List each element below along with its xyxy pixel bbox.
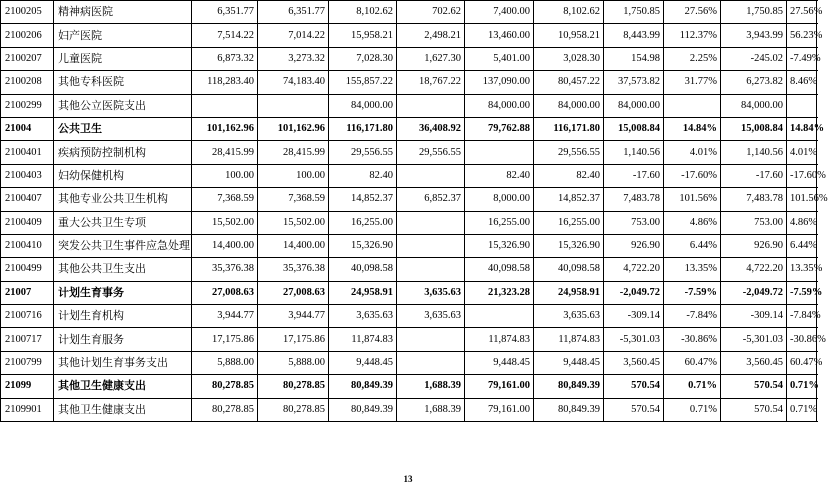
row-code-cell: 21004 (1, 117, 54, 140)
value-cell: 9,448.45 (534, 351, 604, 374)
value-cell: 3,635.63 (397, 305, 465, 328)
value-cell: 17,175.86 (192, 328, 258, 351)
value-cell: 3,944.77 (192, 305, 258, 328)
value-cell: 15,326.90 (465, 234, 534, 257)
value-cell (397, 211, 465, 234)
value-cell: -7.84% (787, 305, 817, 328)
value-cell: 1,140.56 (721, 141, 787, 164)
value-cell: 79,762.88 (465, 117, 534, 140)
row-name-cell: 其他公立医院支出 (54, 94, 192, 117)
value-cell: 7,483.78 (604, 188, 664, 211)
value-cell: 21,323.28 (465, 281, 534, 304)
value-cell: 6,273.82 (721, 71, 787, 94)
value-cell: 84,000.00 (465, 94, 534, 117)
row-code-cell: 2100407 (1, 188, 54, 211)
row-name-cell: 其他计划生育事务支出 (54, 351, 192, 374)
row-code-cell: 2100799 (1, 351, 54, 374)
value-cell: 60.47% (787, 351, 817, 374)
value-cell: 154.98 (604, 47, 664, 70)
value-cell: -245.02 (721, 47, 787, 70)
value-cell: 40,098.58 (534, 258, 604, 281)
table-row (1, 71, 817, 94)
value-cell: 82.40 (465, 164, 534, 187)
value-cell: 4.86% (664, 211, 721, 234)
row-code-cell: 2100207 (1, 47, 54, 70)
value-cell: 13.35% (664, 258, 721, 281)
row-name-cell: 计划生育机构 (54, 305, 192, 328)
value-cell: 6.44% (664, 234, 721, 257)
row-name-cell: 其他专业公共卫生机构 (54, 188, 192, 211)
value-cell: 82.40 (329, 164, 397, 187)
value-cell: -7.59% (787, 281, 817, 304)
value-cell: 16,255.00 (465, 211, 534, 234)
value-cell: 753.00 (721, 211, 787, 234)
value-cell: 14,400.00 (258, 234, 329, 257)
value-cell: 80,849.39 (329, 398, 397, 421)
value-cell: 3,560.45 (604, 351, 664, 374)
value-cell: 8,102.62 (329, 1, 397, 24)
row-name-cell: 突发公共卫生事件应急处理 (54, 234, 192, 257)
table-row (1, 351, 817, 374)
value-cell: 14,400.00 (192, 234, 258, 257)
value-cell: 14,852.37 (329, 188, 397, 211)
value-cell: 16,255.00 (534, 211, 604, 234)
table-row (1, 234, 817, 257)
value-cell: 7,483.78 (721, 188, 787, 211)
value-cell: 80,849.39 (534, 398, 604, 421)
value-cell: -7.84% (664, 305, 721, 328)
value-cell: 84,000.00 (534, 94, 604, 117)
table-row (1, 94, 817, 117)
value-cell: 7,014.22 (258, 24, 329, 47)
value-cell: 80,278.85 (192, 375, 258, 398)
value-cell: 3,943.99 (721, 24, 787, 47)
value-cell (397, 328, 465, 351)
value-cell: 3,635.63 (329, 305, 397, 328)
value-cell: 702.62 (397, 1, 465, 24)
value-cell: 84,000.00 (721, 94, 787, 117)
value-cell: 8.46% (787, 71, 817, 94)
value-cell: 35,376.38 (192, 258, 258, 281)
value-cell: 17,175.86 (258, 328, 329, 351)
value-cell: 4.86% (787, 211, 817, 234)
table-row (1, 305, 817, 328)
value-cell: 100.00 (192, 164, 258, 187)
row-name-cell: 妇产医院 (54, 24, 192, 47)
value-cell: 27.56% (787, 1, 817, 24)
value-cell: 24,958.91 (329, 281, 397, 304)
value-cell: 24,958.91 (534, 281, 604, 304)
value-cell: 101.56% (787, 188, 817, 211)
value-cell: 9,448.45 (329, 351, 397, 374)
value-cell: 13.35% (787, 258, 817, 281)
value-cell (787, 94, 817, 117)
value-cell: 18,767.22 (397, 71, 465, 94)
value-cell: 15,502.00 (258, 211, 329, 234)
value-cell: 15,008.84 (721, 117, 787, 140)
row-code-cell: 2100499 (1, 258, 54, 281)
value-cell: 11,874.83 (465, 328, 534, 351)
value-cell (465, 305, 534, 328)
value-cell: 35,376.38 (258, 258, 329, 281)
value-cell: 4.01% (787, 141, 817, 164)
value-cell (465, 141, 534, 164)
value-cell: 6,873.32 (192, 47, 258, 70)
table-row (1, 188, 817, 211)
row-name-cell: 妇幼保健机构 (54, 164, 192, 187)
value-cell: 0.71% (787, 375, 817, 398)
value-cell: 82.40 (534, 164, 604, 187)
value-cell: 74,183.40 (258, 71, 329, 94)
value-cell: 6,351.77 (192, 1, 258, 24)
value-cell: -309.14 (604, 305, 664, 328)
value-cell: 27,008.63 (258, 281, 329, 304)
value-cell: 16,255.00 (329, 211, 397, 234)
value-cell: 1,750.85 (604, 1, 664, 24)
row-name-cell: 疾病预防控制机构 (54, 141, 192, 164)
table-body (1, 1, 828, 422)
value-cell: -2,049.72 (604, 281, 664, 304)
value-cell: 570.54 (604, 375, 664, 398)
value-cell: 2,498.21 (397, 24, 465, 47)
value-cell: -17.60 (721, 164, 787, 187)
value-cell: 80,457.22 (534, 71, 604, 94)
value-cell: 80,278.85 (258, 398, 329, 421)
value-cell: 40,098.58 (465, 258, 534, 281)
row-code-cell: 2100206 (1, 24, 54, 47)
value-cell: 3,635.63 (534, 305, 604, 328)
value-cell: 112.37% (664, 24, 721, 47)
value-cell: 3,028.30 (534, 47, 604, 70)
value-cell: 101,162.96 (192, 117, 258, 140)
row-code-cell: 2100403 (1, 164, 54, 187)
row-code-cell: 2100409 (1, 211, 54, 234)
table-row (1, 24, 817, 47)
row-code-cell: 2100205 (1, 1, 54, 24)
row-name-cell: 精神病医院 (54, 1, 192, 24)
value-cell (192, 94, 258, 117)
value-cell: 1,627.30 (397, 47, 465, 70)
value-cell: -7.59% (664, 281, 721, 304)
value-cell (397, 234, 465, 257)
value-cell: 79,161.00 (465, 375, 534, 398)
row-code-cell: 2100208 (1, 71, 54, 94)
row-name-cell: 其他卫生健康支出 (54, 398, 192, 421)
value-cell: 8,000.00 (465, 188, 534, 211)
value-cell: 1,140.56 (604, 141, 664, 164)
value-cell: 27.56% (664, 1, 721, 24)
value-cell: 753.00 (604, 211, 664, 234)
value-cell: 14.84% (664, 117, 721, 140)
row-name-cell: 公共卫生 (54, 117, 192, 140)
row-code-cell: 2100401 (1, 141, 54, 164)
row-code-cell: 2100716 (1, 305, 54, 328)
value-cell: 4,722.20 (604, 258, 664, 281)
value-cell: 14.84% (787, 117, 817, 140)
value-cell: 79,161.00 (465, 398, 534, 421)
table-row (1, 398, 817, 421)
row-code-cell: 2100299 (1, 94, 54, 117)
table-row (1, 375, 817, 398)
table-row (1, 1, 817, 24)
table-row (1, 117, 817, 140)
value-cell: 5,888.00 (258, 351, 329, 374)
row-name-cell: 儿童医院 (54, 47, 192, 70)
value-cell: 5,401.00 (465, 47, 534, 70)
table-row (1, 141, 817, 164)
value-cell (664, 94, 721, 117)
value-cell: 116,171.80 (329, 117, 397, 140)
value-cell: 926.90 (604, 234, 664, 257)
value-cell: 84,000.00 (329, 94, 397, 117)
value-cell: 570.54 (721, 375, 787, 398)
table-row (1, 164, 817, 187)
value-cell: 1,688.39 (397, 375, 465, 398)
table-row (1, 281, 817, 304)
value-cell: 137,090.00 (465, 71, 534, 94)
value-cell: 56.23% (787, 24, 817, 47)
value-cell: 80,278.85 (192, 398, 258, 421)
row-code-cell: 2100410 (1, 234, 54, 257)
row-code-cell: 21099 (1, 375, 54, 398)
value-cell: 7,368.59 (192, 188, 258, 211)
value-cell: 15,326.90 (534, 234, 604, 257)
value-cell: -17.60 (604, 164, 664, 187)
value-cell: 31.77% (664, 71, 721, 94)
value-cell: 1,750.85 (721, 1, 787, 24)
value-cell: 3,273.32 (258, 47, 329, 70)
value-cell: 100.00 (258, 164, 329, 187)
value-cell: 0.71% (664, 375, 721, 398)
value-cell: 84,000.00 (604, 94, 664, 117)
value-cell: 926.90 (721, 234, 787, 257)
table-row (1, 47, 817, 70)
page-number: 13 (403, 474, 413, 484)
value-cell: 36,408.92 (397, 117, 465, 140)
value-cell: 6.44% (787, 234, 817, 257)
value-cell: -7.49% (787, 47, 817, 70)
value-cell (258, 94, 329, 117)
row-name-cell: 计划生育事务 (54, 281, 192, 304)
value-cell: 28,415.99 (258, 141, 329, 164)
value-cell: 15,326.90 (329, 234, 397, 257)
value-cell: 7,514.22 (192, 24, 258, 47)
value-cell: 4.01% (664, 141, 721, 164)
value-cell: 155,857.22 (329, 71, 397, 94)
row-name-cell: 其他卫生健康支出 (54, 375, 192, 398)
value-cell: 10,958.21 (534, 24, 604, 47)
value-cell: 7,368.59 (258, 188, 329, 211)
value-cell: 3,560.45 (721, 351, 787, 374)
value-cell: -2,049.72 (721, 281, 787, 304)
value-cell: 29,556.55 (397, 141, 465, 164)
value-cell: -17.60% (787, 164, 817, 187)
value-cell: 6,852.37 (397, 188, 465, 211)
value-cell: 80,849.39 (534, 375, 604, 398)
value-cell: 570.54 (604, 398, 664, 421)
row-code-cell: 2109901 (1, 398, 54, 421)
value-cell: 2.25% (664, 47, 721, 70)
value-cell: 13,460.00 (465, 24, 534, 47)
row-name-cell: 其他专科医院 (54, 71, 192, 94)
value-cell: 1,688.39 (397, 398, 465, 421)
table-row (1, 258, 817, 281)
value-cell: 9,448.45 (465, 351, 534, 374)
value-cell: 14,852.37 (534, 188, 604, 211)
value-cell: 80,849.39 (329, 375, 397, 398)
value-cell: 29,556.55 (329, 141, 397, 164)
value-cell: 8,102.62 (534, 1, 604, 24)
value-cell: 27,008.63 (192, 281, 258, 304)
value-cell: 6,351.77 (258, 1, 329, 24)
value-cell: -30.86% (787, 328, 817, 351)
value-cell: 40,098.58 (329, 258, 397, 281)
value-cell: 37,573.82 (604, 71, 664, 94)
value-cell: 29,556.55 (534, 141, 604, 164)
value-cell: 7,028.30 (329, 47, 397, 70)
value-cell: 80,278.85 (258, 375, 329, 398)
value-cell: -17.60% (664, 164, 721, 187)
value-cell (397, 94, 465, 117)
value-cell: 28,415.99 (192, 141, 258, 164)
value-cell: 3,944.77 (258, 305, 329, 328)
value-cell: 11,874.83 (329, 328, 397, 351)
value-cell: 0.71% (787, 398, 817, 421)
value-cell: 4,722.20 (721, 258, 787, 281)
row-code-cell: 2100717 (1, 328, 54, 351)
value-cell: 8,443.99 (604, 24, 664, 47)
row-name-cell: 其他公共卫生支出 (54, 258, 192, 281)
value-cell: 3,635.63 (397, 281, 465, 304)
value-cell: 118,283.40 (192, 71, 258, 94)
value-cell: 60.47% (664, 351, 721, 374)
value-cell: 15,958.21 (329, 24, 397, 47)
value-cell: -30.86% (664, 328, 721, 351)
value-cell: 116,171.80 (534, 117, 604, 140)
value-cell: 101,162.96 (258, 117, 329, 140)
value-cell (397, 164, 465, 187)
value-cell (397, 258, 465, 281)
value-cell: 570.54 (721, 398, 787, 421)
value-cell (397, 351, 465, 374)
value-cell: 15,502.00 (192, 211, 258, 234)
value-cell: 101.56% (664, 188, 721, 211)
value-cell: -5,301.03 (604, 328, 664, 351)
value-cell: 7,400.00 (465, 1, 534, 24)
value-cell: 15,008.84 (604, 117, 664, 140)
value-cell: -5,301.03 (721, 328, 787, 351)
row-code-cell: 21007 (1, 281, 54, 304)
value-cell: -309.14 (721, 305, 787, 328)
value-cell: 5,888.00 (192, 351, 258, 374)
value-cell: 11,874.83 (534, 328, 604, 351)
row-name-cell: 重大公共卫生专项 (54, 211, 192, 234)
row-name-cell: 计划生育服务 (54, 328, 192, 351)
table-row (1, 211, 817, 234)
table-row (1, 328, 817, 351)
value-cell: 0.71% (664, 398, 721, 421)
